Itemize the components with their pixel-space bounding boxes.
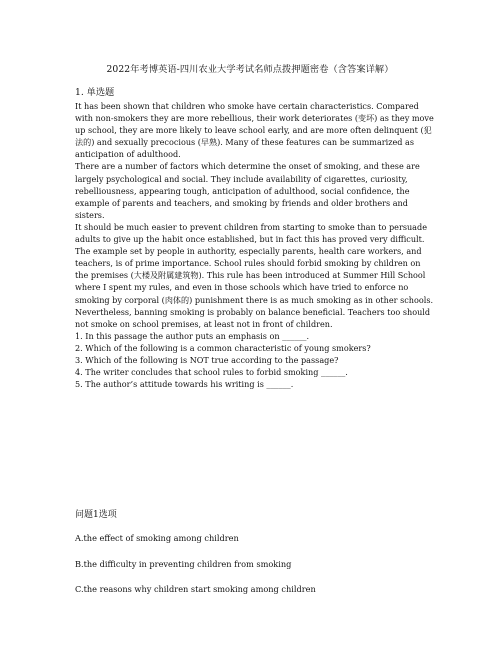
- reading-passage: [75, 100, 435, 330]
- option-c: C.the reasons why children start smoking among children: [75, 584, 316, 594]
- question-item: 4. The writer concludes that school rules to forbid smoking ______.: [75, 367, 348, 378]
- question-item: 2. Which of the following is a common characteristic of young smokers?: [75, 342, 371, 353]
- question-item: 3. Which of the following is NOT true according to the passage?: [75, 354, 339, 365]
- question-item: 5. The author’s attitude towards his writing is ______.: [75, 379, 294, 390]
- option-b: B.the difficulty in preventing children from smoking: [75, 559, 292, 569]
- options-heading: 问题1选项: [75, 510, 117, 520]
- passage-paragraph: It has been shown that children who smoke have certain characteristics. Compared with non-smokers they are more rebellious, their work deteriorates (变坏) as they move up school, they are more likely to leave school early, and are more often delinquent (犯法的) and sexually precocious (早熟). Many of these features can be summarized as anticipation of adulthood.: [75, 101, 434, 160]
- passage-paragraph: There are a number of factors which determine the onset of smoking, and these are largely psychological and social. They include availability of cigarettes, curiosity, rebelliousness, appearing tough, anticipation of adulthood, social confidence, the example of parents and teachers, and smoking by friends and older brothers and sisters.: [75, 161, 420, 220]
- passage-paragraph: It should be much easier to prevent children from starting to smoke than to persuade adults to give up the habit once established, but in fact this has proved very difficult. The example set by people in authority, especially parents, health care workers, and teachers, is of prime importance. School rules should forbid smoking by children on the premises (大楼及附属建筑物). This rule has been introduced at Summer Hill School where I spent my rules, and even in those schools which have tried to enforce no smoking by corporal (肉体的) punishment there is as much smoking as in other schools. Nevertheless, banning smoking is probably on balance beneficial. Teachers too should not smoke on school premises, at least not in front of children.: [75, 221, 434, 329]
- question-item: 1. In this passage the author puts an emphasis on ______.: [75, 330, 310, 341]
- section-heading: 1. 单选题: [75, 87, 115, 98]
- question-list: [75, 330, 435, 390]
- document-body: [75, 86, 435, 390]
- document-title: 2022年考博英语-四川农业大学考试名师点拨押题密卷（含答案详解）: [106, 64, 394, 75]
- option-a: A.the effect of smoking among children: [75, 533, 239, 543]
